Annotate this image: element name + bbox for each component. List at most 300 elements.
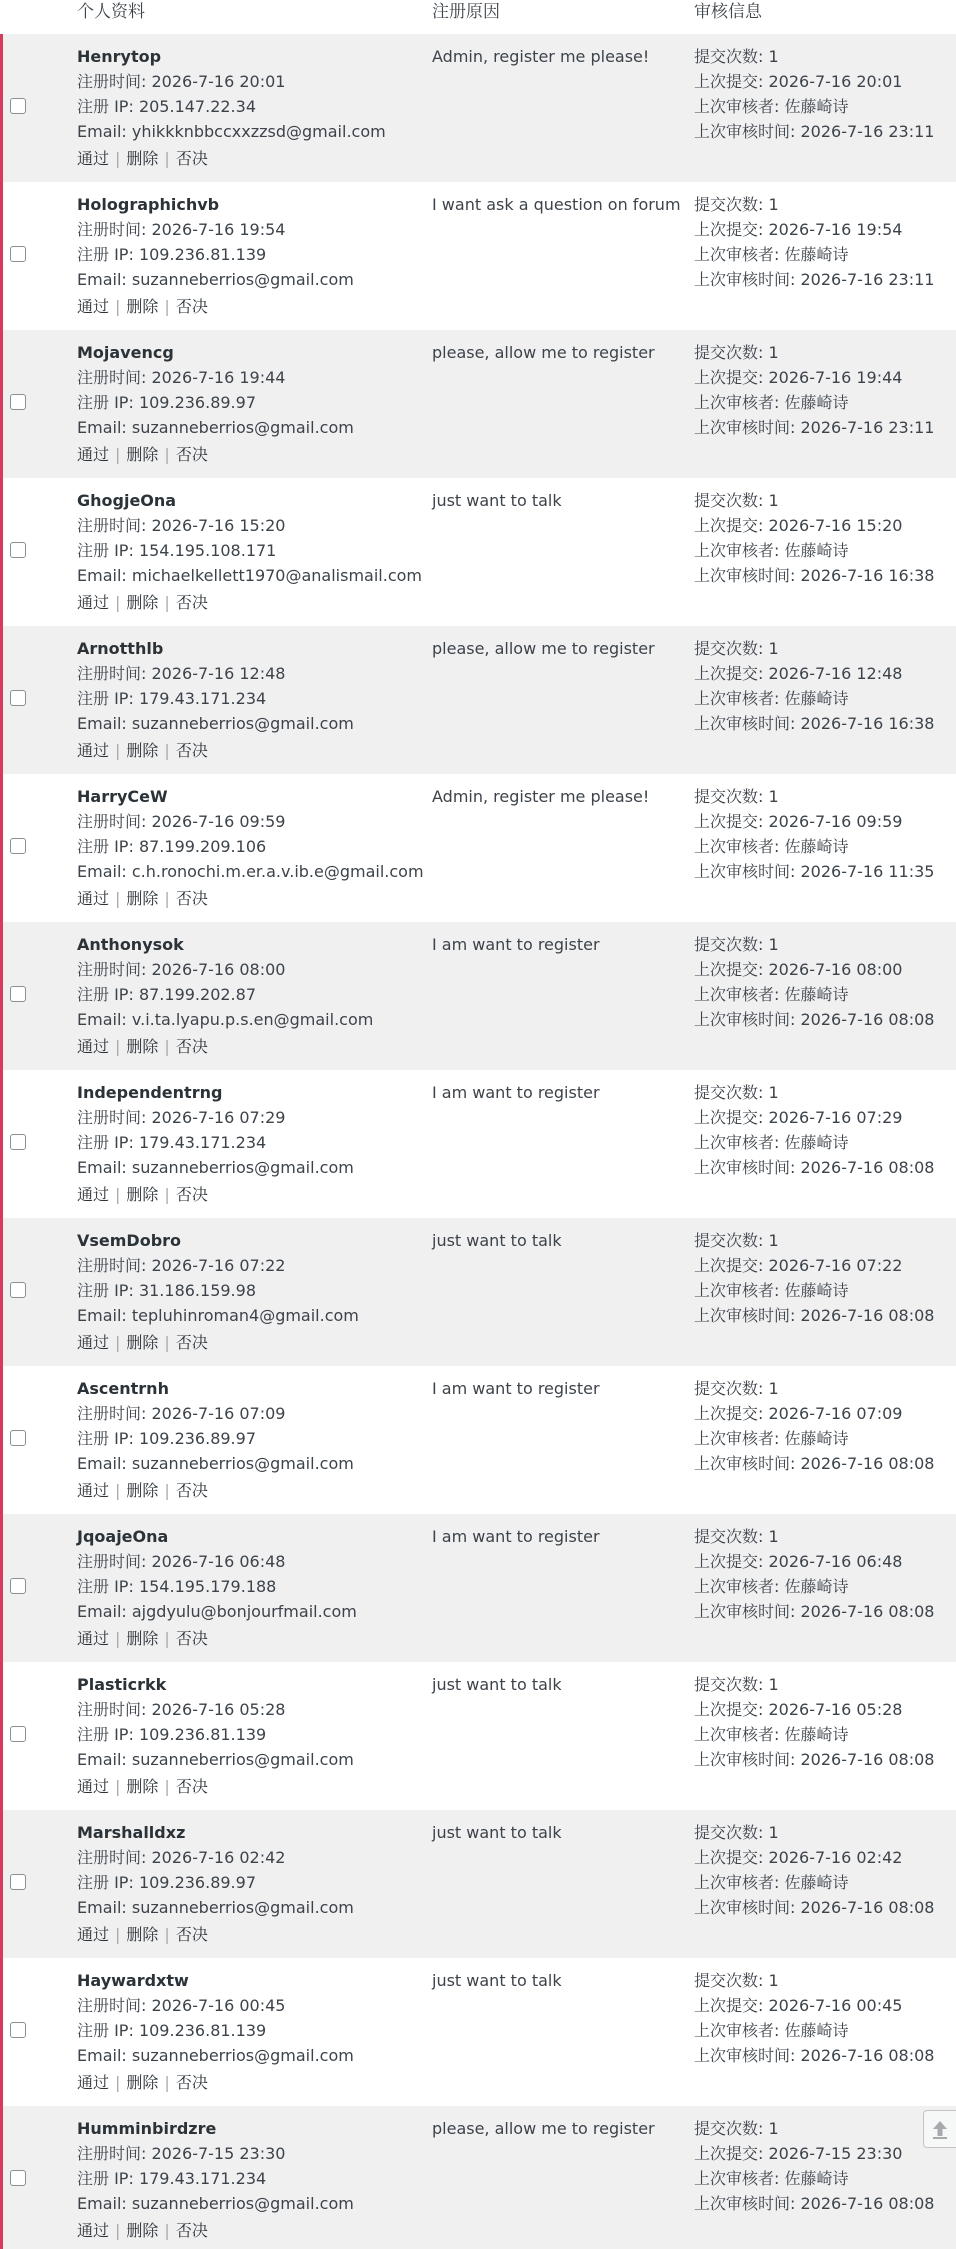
last-submit-label: 上次提交: xyxy=(694,1848,769,1867)
last-submit-value: 2026-7-16 15:20 xyxy=(768,516,903,535)
row-checkbox[interactable] xyxy=(10,838,26,854)
table-row xyxy=(3,182,956,330)
last-reviewer-value: 佐藤崎诗 xyxy=(784,97,849,116)
table-row xyxy=(3,1810,956,1958)
reject-link[interactable]: 否决 xyxy=(175,1629,208,1648)
email-value: tepluhinroman4@gmail.com xyxy=(131,1306,359,1325)
approve-link[interactable]: 通过 xyxy=(77,445,110,464)
last-review-time xyxy=(694,267,956,292)
delete-link[interactable]: 删除 xyxy=(126,2221,159,2240)
reg-ip-label: 注册 IP: xyxy=(77,837,139,856)
table-row xyxy=(3,626,956,774)
last-review-time-value: 2026-7-16 08:08 xyxy=(800,1158,935,1177)
email xyxy=(77,859,422,884)
review-cell xyxy=(694,192,956,292)
username: Ascentrnh xyxy=(77,1379,169,1398)
last-reviewer xyxy=(694,242,956,267)
last-submit-value: 2026-7-15 23:30 xyxy=(768,2144,903,2163)
last-reviewer xyxy=(694,538,956,563)
email-value: suzanneberrios@gmail.com xyxy=(131,1750,354,1769)
reg-ip xyxy=(77,390,422,415)
email xyxy=(77,711,422,736)
last-review-time xyxy=(694,415,956,440)
last-submit xyxy=(694,69,956,94)
reason-cell: I am want to register xyxy=(432,1527,600,1546)
action-separator: | xyxy=(164,1629,170,1648)
delete-link[interactable]: 删除 xyxy=(126,2073,159,2092)
reg-time-value: 2026-7-16 09:59 xyxy=(151,812,286,831)
reject-link[interactable]: 否决 xyxy=(175,297,208,316)
last-review-time-value: 2026-7-16 08:08 xyxy=(800,1454,935,1473)
email xyxy=(77,1747,422,1772)
last-reviewer-label: 上次审核者: xyxy=(694,97,785,116)
profile-cell xyxy=(77,1376,422,1502)
last-reviewer-value: 佐藤崎诗 xyxy=(784,245,849,264)
last-review-time xyxy=(694,2043,956,2068)
reg-ip xyxy=(77,1870,422,1895)
last-review-time-label: 上次审核时间: xyxy=(694,1454,801,1473)
last-review-time xyxy=(694,711,956,736)
reg-ip-label: 注册 IP: xyxy=(77,1873,139,1892)
profile-cell xyxy=(77,1524,422,1650)
reject-link[interactable]: 否决 xyxy=(175,741,208,760)
last-reviewer xyxy=(694,982,956,1007)
review-cell xyxy=(694,1968,956,2068)
reg-ip-label: 注册 IP: xyxy=(77,689,139,708)
action-separator: | xyxy=(164,889,170,908)
last-submit-value: 2026-7-16 07:22 xyxy=(768,1256,903,1275)
approve-link[interactable]: 通过 xyxy=(77,1629,110,1648)
submit-count-value: 1 xyxy=(768,935,779,954)
column-header-reason: 注册原因 xyxy=(432,2,500,22)
last-review-time xyxy=(694,119,956,144)
reg-ip-label: 注册 IP: xyxy=(77,1133,139,1152)
reg-ip xyxy=(77,1426,422,1451)
last-submit-label: 上次提交: xyxy=(694,2144,769,2163)
row-checkbox[interactable] xyxy=(10,1726,26,1742)
reg-time-value: 2026-7-16 05:28 xyxy=(151,1700,286,1719)
last-reviewer-value: 佐藤崎诗 xyxy=(784,985,849,1004)
reg-ip-value: 109.236.89.97 xyxy=(138,1429,256,1448)
reg-time xyxy=(77,1105,422,1130)
last-reviewer xyxy=(694,390,956,415)
submit-count-label: 提交次数: xyxy=(694,195,769,214)
table-row xyxy=(3,774,956,922)
last-reviewer-value: 佐藤崎诗 xyxy=(784,1281,849,1300)
last-reviewer-value: 佐藤崎诗 xyxy=(784,1873,849,1892)
last-submit xyxy=(694,1845,956,1870)
reg-time-label: 注册时间: xyxy=(77,1256,152,1275)
reg-ip-label: 注册 IP: xyxy=(77,1725,139,1744)
reg-ip-value: 31.186.159.98 xyxy=(138,1281,256,1300)
reg-ip-value: 87.199.202.87 xyxy=(138,985,256,1004)
action-separator: | xyxy=(164,445,170,464)
email-label: Email: xyxy=(77,1602,132,1621)
email-label: Email: xyxy=(77,1898,132,1917)
email-value: suzanneberrios@gmail.com xyxy=(131,418,354,437)
reg-ip-value: 154.195.108.171 xyxy=(138,541,277,560)
submit-count xyxy=(694,1228,956,1253)
last-review-time-label: 上次审核时间: xyxy=(694,418,801,437)
email-label: Email: xyxy=(77,2194,132,2213)
delete-link[interactable]: 删除 xyxy=(126,1925,159,1944)
last-review-time xyxy=(694,1451,956,1476)
action-separator: | xyxy=(164,297,170,316)
submit-count xyxy=(694,932,956,957)
reg-time-value: 2026-7-16 07:29 xyxy=(151,1108,286,1127)
reg-time-label: 注册时间: xyxy=(77,1848,152,1867)
column-header-profile: 个人资料 xyxy=(77,2,145,22)
submit-count-label: 提交次数: xyxy=(694,1675,769,1694)
reg-ip-label: 注册 IP: xyxy=(77,393,139,412)
delete-link[interactable]: 删除 xyxy=(126,1629,159,1648)
action-separator: | xyxy=(164,2073,170,2092)
reason-cell: I want ask a question on forum xyxy=(432,195,681,214)
reject-link[interactable]: 否决 xyxy=(175,1777,208,1796)
action-separator: | xyxy=(115,1925,121,1944)
row-checkbox[interactable] xyxy=(10,1134,26,1150)
reject-link[interactable]: 否决 xyxy=(175,1925,208,1944)
reject-link[interactable]: 否决 xyxy=(175,2073,208,2092)
reg-ip-value: 205.147.22.34 xyxy=(138,97,256,116)
action-separator: | xyxy=(164,1333,170,1352)
profile-cell xyxy=(77,1968,422,2094)
last-reviewer xyxy=(694,1870,956,1895)
reg-ip-label: 注册 IP: xyxy=(77,245,139,264)
email xyxy=(77,2043,422,2068)
last-reviewer-label: 上次审核者: xyxy=(694,2021,785,2040)
last-reviewer-label: 上次审核者: xyxy=(694,985,785,1004)
reg-ip-value: 109.236.89.97 xyxy=(138,1873,256,1892)
last-review-time-label: 上次审核时间: xyxy=(694,1010,801,1029)
username: Arnotthlb xyxy=(77,639,164,658)
last-reviewer-value: 佐藤崎诗 xyxy=(784,1429,849,1448)
approve-link[interactable]: 通过 xyxy=(77,149,110,168)
username: HarryCeW xyxy=(77,787,168,806)
row-checkbox[interactable] xyxy=(10,1282,26,1298)
action-separator: | xyxy=(164,1185,170,1204)
delete-link[interactable]: 删除 xyxy=(126,445,159,464)
reject-link[interactable]: 否决 xyxy=(175,593,208,612)
review-cell xyxy=(694,340,956,440)
reg-time-label: 注册时间: xyxy=(77,368,152,387)
reg-time-label: 注册时间: xyxy=(77,1404,152,1423)
reject-link[interactable]: 否决 xyxy=(175,2221,208,2240)
last-review-time-label: 上次审核时间: xyxy=(694,862,801,881)
last-submit-value: 2026-7-16 07:09 xyxy=(768,1404,903,1423)
table-row xyxy=(3,1958,956,2106)
username: Independentrng xyxy=(77,1083,223,1102)
delete-link[interactable]: 删除 xyxy=(126,741,159,760)
submit-count xyxy=(694,1376,956,1401)
last-review-time-label: 上次审核时间: xyxy=(694,1898,801,1917)
review-cell xyxy=(694,1672,956,1772)
reg-time-value: 2026-7-16 15:20 xyxy=(151,516,286,535)
delete-link[interactable]: 删除 xyxy=(126,1481,159,1500)
table-row xyxy=(3,478,956,626)
submit-count xyxy=(694,1672,956,1697)
profile-cell xyxy=(77,784,422,910)
row-checkbox[interactable] xyxy=(10,542,26,558)
action-separator: | xyxy=(115,1333,121,1352)
action-separator: | xyxy=(115,889,121,908)
submit-count-value: 1 xyxy=(768,1823,779,1842)
last-submit-value: 2026-7-16 19:54 xyxy=(768,220,903,239)
submit-count-value: 1 xyxy=(768,1083,779,1102)
reg-ip-value: 109.236.81.139 xyxy=(138,2021,267,2040)
reg-time-value: 2026-7-16 08:00 xyxy=(151,960,286,979)
approve-link[interactable]: 通过 xyxy=(77,2221,110,2240)
last-reviewer-label: 上次审核者: xyxy=(694,541,785,560)
action-separator: | xyxy=(115,593,121,612)
last-submit xyxy=(694,1993,956,2018)
last-review-time-label: 上次审核时间: xyxy=(694,1158,801,1177)
last-review-time-label: 上次审核时间: xyxy=(694,714,801,733)
email-label: Email: xyxy=(77,1454,132,1473)
last-submit-value: 2026-7-16 02:42 xyxy=(768,1848,903,1867)
delete-link[interactable]: 删除 xyxy=(126,593,159,612)
last-reviewer xyxy=(694,834,956,859)
last-reviewer-label: 上次审核者: xyxy=(694,1281,785,1300)
email xyxy=(77,267,422,292)
reason-cell: just want to talk xyxy=(432,1231,562,1250)
reg-time xyxy=(77,1993,422,2018)
email-label: Email: xyxy=(77,566,132,585)
last-submit xyxy=(694,661,956,686)
row-checkbox[interactable] xyxy=(10,2170,26,2186)
reg-ip xyxy=(77,242,422,267)
email-label: Email: xyxy=(77,418,132,437)
last-reviewer-label: 上次审核者: xyxy=(694,1725,785,1744)
reg-time xyxy=(77,513,422,538)
reg-time-value: 2026-7-16 12:48 xyxy=(151,664,286,683)
approve-link[interactable]: 通过 xyxy=(77,1925,110,1944)
last-reviewer-label: 上次审核者: xyxy=(694,837,785,856)
reject-link[interactable]: 否决 xyxy=(175,1481,208,1500)
last-review-time xyxy=(694,1599,956,1624)
review-cell xyxy=(694,636,956,736)
last-review-time-label: 上次审核时间: xyxy=(694,566,801,585)
email xyxy=(77,1303,422,1328)
email-label: Email: xyxy=(77,2046,132,2065)
reject-link[interactable]: 否决 xyxy=(175,1333,208,1352)
username: GhogjeOna xyxy=(77,491,177,510)
reg-time xyxy=(77,957,422,982)
reg-ip-value: 179.43.171.234 xyxy=(138,689,267,708)
delete-link[interactable]: 删除 xyxy=(126,1185,159,1204)
last-reviewer-label: 上次审核者: xyxy=(694,1133,785,1152)
last-submit xyxy=(694,1401,956,1426)
last-review-time-value: 2026-7-16 23:11 xyxy=(800,270,935,289)
row-checkbox[interactable] xyxy=(10,1874,26,1890)
reg-ip xyxy=(77,1722,422,1747)
last-reviewer xyxy=(694,2018,956,2043)
delete-link[interactable]: 删除 xyxy=(126,297,159,316)
delete-link[interactable]: 删除 xyxy=(126,1777,159,1796)
last-reviewer xyxy=(694,1722,956,1747)
reg-ip xyxy=(77,538,422,563)
last-review-time xyxy=(694,859,956,884)
email xyxy=(77,1007,422,1032)
reason-cell: please, allow me to register xyxy=(432,343,655,362)
last-submit-label: 上次提交: xyxy=(694,1996,769,2015)
review-cell xyxy=(694,1080,956,1180)
reg-ip-value: 109.236.89.97 xyxy=(138,393,256,412)
reason-cell: I am want to register xyxy=(432,1083,600,1102)
action-separator: | xyxy=(164,2221,170,2240)
approve-link[interactable]: 通过 xyxy=(77,1037,110,1056)
submit-count xyxy=(694,1080,956,1105)
reg-time-value: 2026-7-16 19:44 xyxy=(151,368,286,387)
email xyxy=(77,1451,422,1476)
submit-count xyxy=(694,1524,956,1549)
approve-link[interactable]: 通过 xyxy=(77,593,110,612)
username: Humminbirdzre xyxy=(77,2119,217,2138)
arrow-up-icon xyxy=(930,2118,950,2140)
reg-time-label: 注册时间: xyxy=(77,1108,152,1127)
row-checkbox[interactable] xyxy=(10,394,26,410)
reg-ip-value: 87.199.209.106 xyxy=(138,837,267,856)
row-actions xyxy=(77,2220,422,2242)
reject-link[interactable]: 否决 xyxy=(175,1037,208,1056)
action-separator: | xyxy=(164,149,170,168)
email xyxy=(77,2191,422,2216)
submit-count xyxy=(694,1820,956,1845)
reg-time xyxy=(77,1697,422,1722)
reject-link[interactable]: 否决 xyxy=(175,149,208,168)
approve-link[interactable]: 通过 xyxy=(77,1481,110,1500)
review-cell xyxy=(694,2116,956,2216)
delete-link[interactable]: 删除 xyxy=(126,889,159,908)
profile-cell xyxy=(77,340,422,466)
approve-link[interactable]: 通过 xyxy=(77,1333,110,1352)
last-submit-label: 上次提交: xyxy=(694,1256,769,1275)
row-checkbox[interactable] xyxy=(10,1430,26,1446)
reason-cell: please, allow me to register xyxy=(432,2119,655,2138)
approve-link[interactable]: 通过 xyxy=(77,741,110,760)
submit-count xyxy=(694,192,956,217)
reg-time-value: 2026-7-16 07:22 xyxy=(151,1256,286,1275)
reg-ip-label: 注册 IP: xyxy=(77,1429,139,1448)
row-checkbox[interactable] xyxy=(10,98,26,114)
email-label: Email: xyxy=(77,122,132,141)
reason-cell: just want to talk xyxy=(432,1675,562,1694)
reject-link[interactable]: 否决 xyxy=(175,1185,208,1204)
row-actions xyxy=(77,1036,422,1058)
submit-count-value: 1 xyxy=(768,1527,779,1546)
last-review-time-value: 2026-7-16 08:08 xyxy=(800,2194,935,2213)
profile-cell xyxy=(77,932,422,1058)
username: JqoajeOna xyxy=(77,1527,169,1546)
last-review-time-label: 上次审核时间: xyxy=(694,1602,801,1621)
submit-count-label: 提交次数: xyxy=(694,639,769,658)
row-checkbox[interactable] xyxy=(10,690,26,706)
reg-time-label: 注册时间: xyxy=(77,812,152,831)
email xyxy=(77,119,422,144)
last-review-time xyxy=(694,1007,956,1032)
last-submit-label: 上次提交: xyxy=(694,72,769,91)
approve-link[interactable]: 通过 xyxy=(77,1185,110,1204)
last-submit-label: 上次提交: xyxy=(694,516,769,535)
last-submit-label: 上次提交: xyxy=(694,1404,769,1423)
reject-link[interactable]: 否决 xyxy=(175,889,208,908)
last-review-time-value: 2026-7-16 08:08 xyxy=(800,2046,935,2065)
last-reviewer-label: 上次审核者: xyxy=(694,689,785,708)
action-separator: | xyxy=(115,1185,121,1204)
username: Plasticrkk xyxy=(77,1675,167,1694)
last-submit-label: 上次提交: xyxy=(694,368,769,387)
username: Holographichvb xyxy=(77,195,220,214)
row-actions xyxy=(77,888,422,910)
approve-link[interactable]: 通过 xyxy=(77,297,110,316)
approve-link[interactable]: 通过 xyxy=(77,889,110,908)
row-actions xyxy=(77,296,422,318)
scroll-to-top-button[interactable] xyxy=(923,2110,956,2148)
delete-link[interactable]: 删除 xyxy=(126,149,159,168)
reason-cell: just want to talk xyxy=(432,1823,562,1842)
submit-count-value: 1 xyxy=(768,1231,779,1250)
email-value: suzanneberrios@gmail.com xyxy=(131,1898,354,1917)
submit-count-label: 提交次数: xyxy=(694,935,769,954)
username: VsemDobro xyxy=(77,1231,182,1250)
email xyxy=(77,1599,422,1624)
last-submit-value: 2026-7-16 00:45 xyxy=(768,1996,903,2015)
approve-link[interactable]: 通过 xyxy=(77,2073,110,2092)
reg-time xyxy=(77,217,422,242)
reg-time-value: 2026-7-16 19:54 xyxy=(151,220,286,239)
reason-cell: Admin, register me please! xyxy=(432,787,650,806)
email-label: Email: xyxy=(77,270,132,289)
reg-time-label: 注册时间: xyxy=(77,664,152,683)
reg-ip-label: 注册 IP: xyxy=(77,2021,139,2040)
last-review-time-value: 2026-7-16 08:08 xyxy=(800,1602,935,1621)
row-checkbox[interactable] xyxy=(10,1578,26,1594)
delete-link[interactable]: 删除 xyxy=(126,1037,159,1056)
last-review-time xyxy=(694,1747,956,1772)
email-value: suzanneberrios@gmail.com xyxy=(131,270,354,289)
review-cell xyxy=(694,1228,956,1328)
last-submit-value: 2026-7-16 12:48 xyxy=(768,664,903,683)
submit-count-label: 提交次数: xyxy=(694,47,769,66)
review-cell xyxy=(694,932,956,1032)
email xyxy=(77,1155,422,1180)
last-review-time-value: 2026-7-16 23:11 xyxy=(800,122,935,141)
action-separator: | xyxy=(115,1037,121,1056)
last-reviewer xyxy=(694,2166,956,2191)
table-row xyxy=(3,330,956,478)
row-actions xyxy=(77,740,422,762)
last-reviewer xyxy=(694,1426,956,1451)
reg-time-value: 2026-7-16 07:09 xyxy=(151,1404,286,1423)
row-checkbox[interactable] xyxy=(10,2022,26,2038)
last-review-time-value: 2026-7-16 08:08 xyxy=(800,1306,935,1325)
reject-link[interactable]: 否决 xyxy=(175,445,208,464)
action-separator: | xyxy=(164,1925,170,1944)
last-submit-label: 上次提交: xyxy=(694,1700,769,1719)
last-submit-value: 2026-7-16 06:48 xyxy=(768,1552,903,1571)
last-submit-label: 上次提交: xyxy=(694,1552,769,1571)
row-checkbox[interactable] xyxy=(10,986,26,1002)
email-value: c.h.ronochi.m.er.a.v.ib.e@gmail.com xyxy=(131,862,424,881)
delete-link[interactable]: 删除 xyxy=(126,1333,159,1352)
row-actions xyxy=(77,1184,422,1206)
submit-count-value: 1 xyxy=(768,787,779,806)
table-row xyxy=(3,1366,956,1514)
approve-link[interactable]: 通过 xyxy=(77,1777,110,1796)
row-checkbox[interactable] xyxy=(10,246,26,262)
last-reviewer-value: 佐藤崎诗 xyxy=(784,1577,849,1596)
reg-ip-value: 179.43.171.234 xyxy=(138,2169,267,2188)
